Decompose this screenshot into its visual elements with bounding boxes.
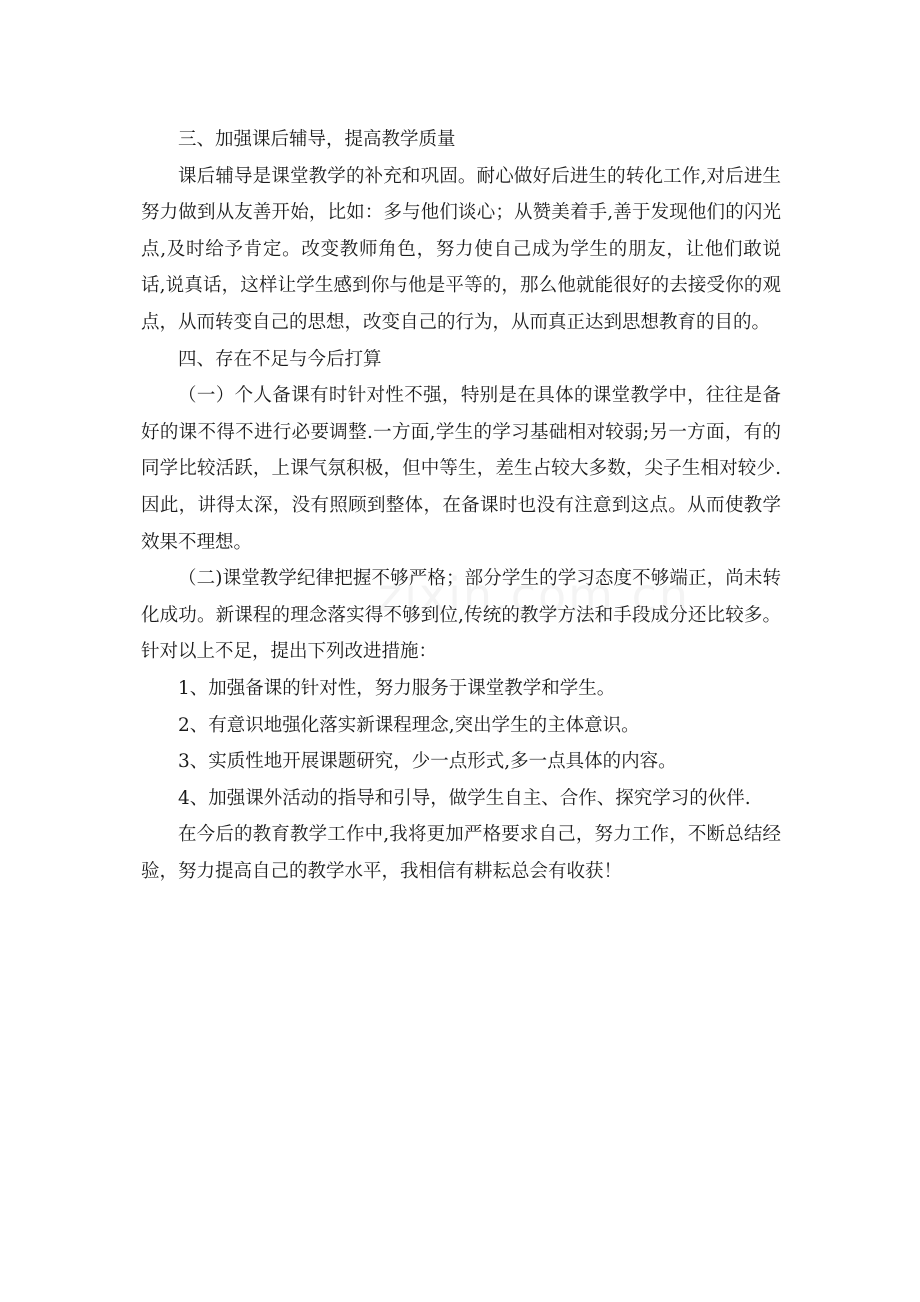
list-item: 2、有意识地强化落实新课程理念,突出学生的主体意识。 bbox=[178, 714, 640, 736]
document-body bbox=[141, 122, 781, 890]
list-item: 3、实质性地开展课题研究，少一点形式,多一点具体的内容。 bbox=[178, 751, 677, 773]
body-paragraph: （一）个人备课有时针对性不强，特别是在具体的课堂教学中，往往是备好的课不得不进行必要调整.一方面,学生的学习基础相对较弱;另一方面，有的同学比较活跃，上课气氛积极，但中等生，差生占较大多数，尖子生相对较少.因此，讲得太深，没有照顾到整体，在备课时也没有注意到这点。从而使教学效果不理想。 bbox=[141, 385, 781, 553]
body-paragraph: 课后辅导是课堂教学的补充和巩固。耐心做好后进生的转化工作,对后进生努力做到从友善开始，比如：多与他们谈心；从赞美着手,善于发现他们的闪光点,及时给予肯定。改变教师角色，努力使自己成为学生的朋友，让他们敢说话,说真话，这样让学生感到你与他是平等的，那么他就能很好的去接受你的观点，从而转变自己的思想，改变自己的行为，从而真正达到思想教育的目的。 bbox=[141, 165, 781, 333]
list-item: 4、加强课外活动的指导和引导，做学生自主、合作、探究学习的伙伴. bbox=[178, 787, 751, 809]
section-heading-4: 四、存在不足与今后打算 bbox=[178, 348, 382, 370]
section-heading-3: 三、加强课后辅导，提高教学质量 bbox=[178, 129, 456, 150]
list-item: 1、加强备课的针对性，努力服务于课堂教学和学生。 bbox=[178, 677, 616, 699]
body-paragraph: （二)课堂教学纪律把握不够严格；部分学生的学习态度不够端正，尚未转化成功。新课程的理念落实得不够到位,传统的教学方法和手段成分还比较多。针对以上不足，提出下列改进措施： bbox=[141, 568, 781, 663]
closing-paragraph: 在今后的教育教学工作中,我将更加严格要求自己，努力工作，不断总结经验，努力提高自己的教学水平，我相信有耕耘总会有收获！ bbox=[141, 824, 781, 882]
